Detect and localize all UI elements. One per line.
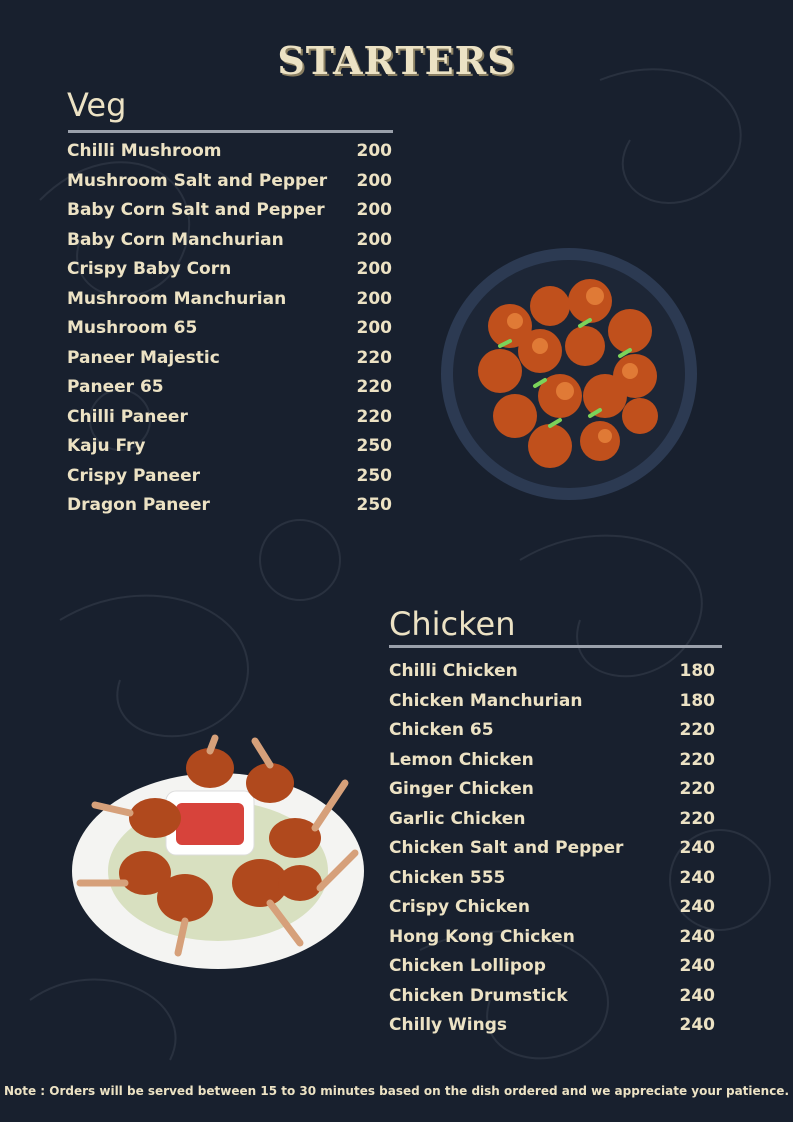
menu-item-name: Chicken 65 bbox=[389, 720, 494, 740]
menu-item bbox=[389, 923, 715, 953]
menu-item bbox=[67, 167, 392, 197]
menu-item-price: 220 bbox=[356, 377, 392, 397]
menu-item-price: 240 bbox=[679, 1015, 715, 1035]
menu-item-name: Chicken Manchurian bbox=[389, 690, 583, 711]
menu-item bbox=[67, 137, 392, 167]
menu-item bbox=[67, 432, 392, 462]
menu-item-name: Crispy Baby Corn bbox=[67, 259, 232, 279]
menu-item-price: 240 bbox=[679, 838, 715, 858]
menu-item-name: Ginger Chicken bbox=[389, 779, 534, 799]
menu-item bbox=[67, 403, 392, 433]
menu-item-price: 200 bbox=[356, 318, 392, 338]
menu-item-name: Dragon Paneer bbox=[67, 495, 210, 515]
page-title: STARTERS bbox=[277, 38, 516, 83]
menu-item-price: 250 bbox=[356, 495, 392, 515]
menu-item-name: Mushroom 65 bbox=[67, 318, 198, 338]
menu-item-name: Hong Kong Chicken bbox=[389, 926, 575, 947]
menu-item bbox=[67, 462, 392, 492]
menu-item-name: Chicken Drumstick bbox=[389, 985, 568, 1006]
chicken-heading: Chicken bbox=[389, 605, 516, 643]
chicken-dish-image bbox=[70, 733, 366, 973]
menu-item bbox=[389, 864, 715, 894]
menu-item-price: 240 bbox=[679, 926, 715, 947]
menu-item-name: Chicken Salt and Pepper bbox=[389, 838, 624, 858]
menu-item-price: 240 bbox=[679, 956, 715, 976]
veg-menu-list bbox=[67, 137, 392, 521]
menu-item-price: 220 bbox=[679, 808, 715, 829]
menu-item bbox=[67, 226, 392, 256]
menu-item-name: Lemon Chicken bbox=[389, 749, 534, 770]
menu-item-name: Chilli Paneer bbox=[67, 406, 188, 427]
menu-item-price: 180 bbox=[679, 690, 715, 711]
menu-item-name: Crispy Paneer bbox=[67, 465, 200, 486]
menu-item-name: Paneer Majestic bbox=[67, 347, 220, 368]
menu-item bbox=[67, 285, 392, 315]
menu-item-price: 240 bbox=[679, 897, 715, 917]
menu-item-price: 240 bbox=[679, 985, 715, 1006]
menu-item-price: 220 bbox=[679, 749, 715, 770]
menu-item-name: Baby Corn Manchurian bbox=[67, 229, 284, 250]
menu-item-name: Baby Corn Salt and Pepper bbox=[67, 200, 325, 220]
chicken-divider bbox=[389, 645, 722, 648]
menu-item bbox=[67, 314, 392, 344]
menu-item bbox=[67, 373, 392, 403]
menu-item bbox=[67, 196, 392, 226]
menu-item-price: 180 bbox=[679, 661, 715, 681]
menu-item-name: Mushroom Manchurian bbox=[67, 288, 287, 309]
menu-item-name: Chicken 555 bbox=[389, 867, 506, 888]
menu-item bbox=[389, 716, 715, 746]
menu-item-name: Kaju Fry bbox=[67, 436, 146, 456]
veg-dish-image bbox=[440, 246, 698, 502]
menu-item-price: 200 bbox=[356, 141, 392, 161]
menu-item-price: 220 bbox=[679, 779, 715, 799]
menu-item bbox=[389, 1011, 715, 1041]
menu-item-price: 240 bbox=[679, 867, 715, 888]
menu-item-name: Chilli Chicken bbox=[389, 661, 518, 681]
menu-item-name: Garlic Chicken bbox=[389, 808, 526, 829]
menu-item bbox=[389, 687, 715, 717]
menu-item-name: Chilly Wings bbox=[389, 1015, 508, 1035]
menu-item-name: Paneer 65 bbox=[67, 377, 164, 397]
menu-item-price: 220 bbox=[356, 406, 392, 427]
menu-item-name: Chicken Lollipop bbox=[389, 956, 546, 976]
menu-item-name: Crispy Chicken bbox=[389, 897, 530, 917]
menu-item bbox=[389, 893, 715, 923]
menu-item-price: 200 bbox=[356, 259, 392, 279]
menu-item-price: 250 bbox=[356, 436, 392, 456]
menu-item-price: 200 bbox=[356, 229, 392, 250]
menu-item-name: Mushroom Salt and Pepper bbox=[67, 170, 328, 191]
veg-divider bbox=[68, 130, 393, 133]
menu-item-price: 200 bbox=[356, 170, 392, 191]
menu-item bbox=[67, 255, 392, 285]
menu-item-price: 200 bbox=[356, 200, 392, 220]
menu-item-price: 220 bbox=[356, 347, 392, 368]
footer-note: Note : Orders will be served between 15 to 30 minutes based on the dish ordered and we appreciate your patience. bbox=[3, 1084, 790, 1098]
menu-item bbox=[67, 491, 392, 521]
veg-heading: Veg bbox=[67, 86, 127, 124]
menu-item-price: 220 bbox=[679, 720, 715, 740]
menu-item bbox=[67, 344, 392, 374]
menu-item bbox=[389, 775, 715, 805]
menu-item-price: 250 bbox=[356, 465, 392, 486]
menu-item bbox=[389, 952, 715, 982]
menu-item bbox=[389, 805, 715, 835]
menu-item bbox=[389, 834, 715, 864]
menu-item bbox=[389, 982, 715, 1012]
menu-item-price: 200 bbox=[356, 288, 392, 309]
menu-item-name: Chilli Mushroom bbox=[67, 141, 222, 161]
chicken-menu-list bbox=[389, 657, 715, 1041]
menu-item bbox=[389, 657, 715, 687]
menu-item bbox=[389, 746, 715, 776]
